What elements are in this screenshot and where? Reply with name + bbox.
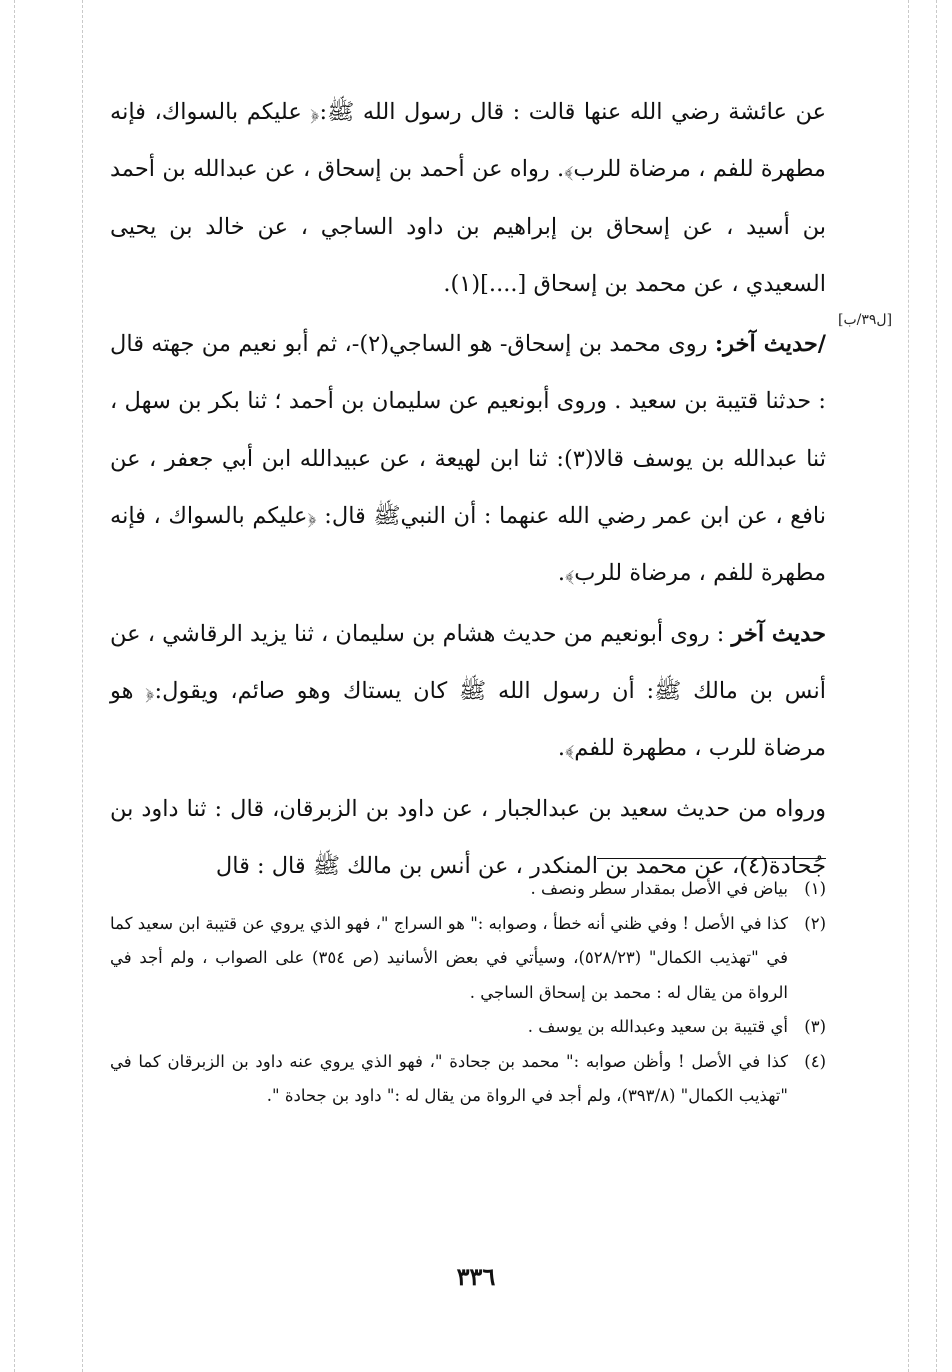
footnote-text: كذا في الأصل ! وفي ظني أنه خطأ ، وصوابه :" هو السراج "، فهو الذي يروي عن قتيبة ابن سعيد كما في "تهذيب الكمال" (٥٢٨/٢٣)، وسيأتي في بعض الأسانيد (ص ٣٥٤) على الصواب ، ولم أجد في الرواة من يقال له : محمد بن إسحاق الساجي . bbox=[110, 913, 789, 1002]
paragraph bbox=[110, 84, 826, 313]
paragraph-text: : روى أبونعيم من حديث هشام بن سليمان ، ثنا يزيد الرقاشي ، عن أنس بن مالك ﷺ: أن رسول الله ﷺ كان يستاك وهو صائم، ويقول:﴿ هو مرضاة للرب ، مطهرة للفم﴾. bbox=[110, 620, 826, 762]
footnotes bbox=[110, 872, 826, 1114]
footnote-text: كذا في الأصل ! وأظن صوابه :" محمد بن جحادة "، فهو الذي يروي عنه داود بن الزبرقان كما في "تهذيب الكمال" (٣٩٣/٨)، ولم أجد في الرواة من يقال له :" داود بن جحادة ". bbox=[110, 1051, 788, 1105]
hadith-heading: حديث آخر bbox=[731, 620, 827, 647]
footnote-number: (٢) bbox=[804, 913, 826, 933]
paragraph-text: ورواه من حديث سعيد بن عبدالجبار ، عن داود بن الزبرقان، قال : ثنا داود بن جُحادة(٤)، عن محمد بن المنكدر ، عن أنس بن مالك ﷺ قال : قال bbox=[110, 795, 826, 879]
footnote-separator bbox=[597, 858, 826, 859]
footnote bbox=[110, 907, 826, 1011]
footnote bbox=[110, 1010, 826, 1045]
scan-guide-line bbox=[82, 0, 83, 1372]
main-text bbox=[110, 84, 826, 895]
manuscript-folio-reference: [ل٣٩/ب] bbox=[838, 312, 893, 328]
paragraph-text: عن عائشة رضي الله عنها قالت : قال رسول الله ﷺ:﴿ عليكم بالسواك، فإنه مطهرة للفم ، مرضاة للرب﴾. رواه عن أحمد بن إسحاق ، عن عبدالله بن أحمد بن أسيد ، عن إسحاق بن إبراهيم بن داود الساجي ، عن خالد بن يحيى السعيدي ، عن محمد بن إسحاق [....](١). bbox=[110, 99, 826, 297]
footnote-number: (١) bbox=[804, 879, 826, 898]
paragraph bbox=[110, 316, 826, 602]
footnote bbox=[110, 872, 826, 907]
footnote-text: بياض في الأصل بمقدار سطر ونصف . bbox=[530, 879, 788, 898]
footnote-number: (٣) bbox=[804, 1017, 826, 1036]
scan-guide-line bbox=[936, 0, 937, 1372]
paragraph bbox=[110, 606, 826, 778]
paragraph-text: روى محمد بن إسحاق- هو الساجي(٢)-، ثم أبو نعيم من جهته قال : حدثنا قتيبة بن سعيد . وروى أبونعيم عن سليمان بن أحمد ؛ ثنا بكر بن سهل ، ثنا عبدالله بن يوسف قالا(٣): ثنا ابن لهيعة ، عن عبيدالله ابن أبي جعفر ، عن نافع ، عن ابن عمر رضي الله عنهما : أن النبيﷺ قال: ﴿عليكم بالسواك ، فإنه مطهرة للفم ، مرضاة للرب﴾. bbox=[110, 331, 826, 587]
footnote-text: أي قتيبة بن سعيد وعبدالله بن يوسف . bbox=[527, 1017, 788, 1036]
scan-guide-line bbox=[908, 0, 909, 1372]
page-number: ٣٣٦ bbox=[456, 1262, 496, 1291]
footnote-number: (٤) bbox=[804, 1051, 826, 1071]
scan-guide-line bbox=[14, 0, 15, 1372]
footnote bbox=[110, 1045, 826, 1114]
hadith-heading: /حديث آخر: bbox=[714, 331, 826, 358]
